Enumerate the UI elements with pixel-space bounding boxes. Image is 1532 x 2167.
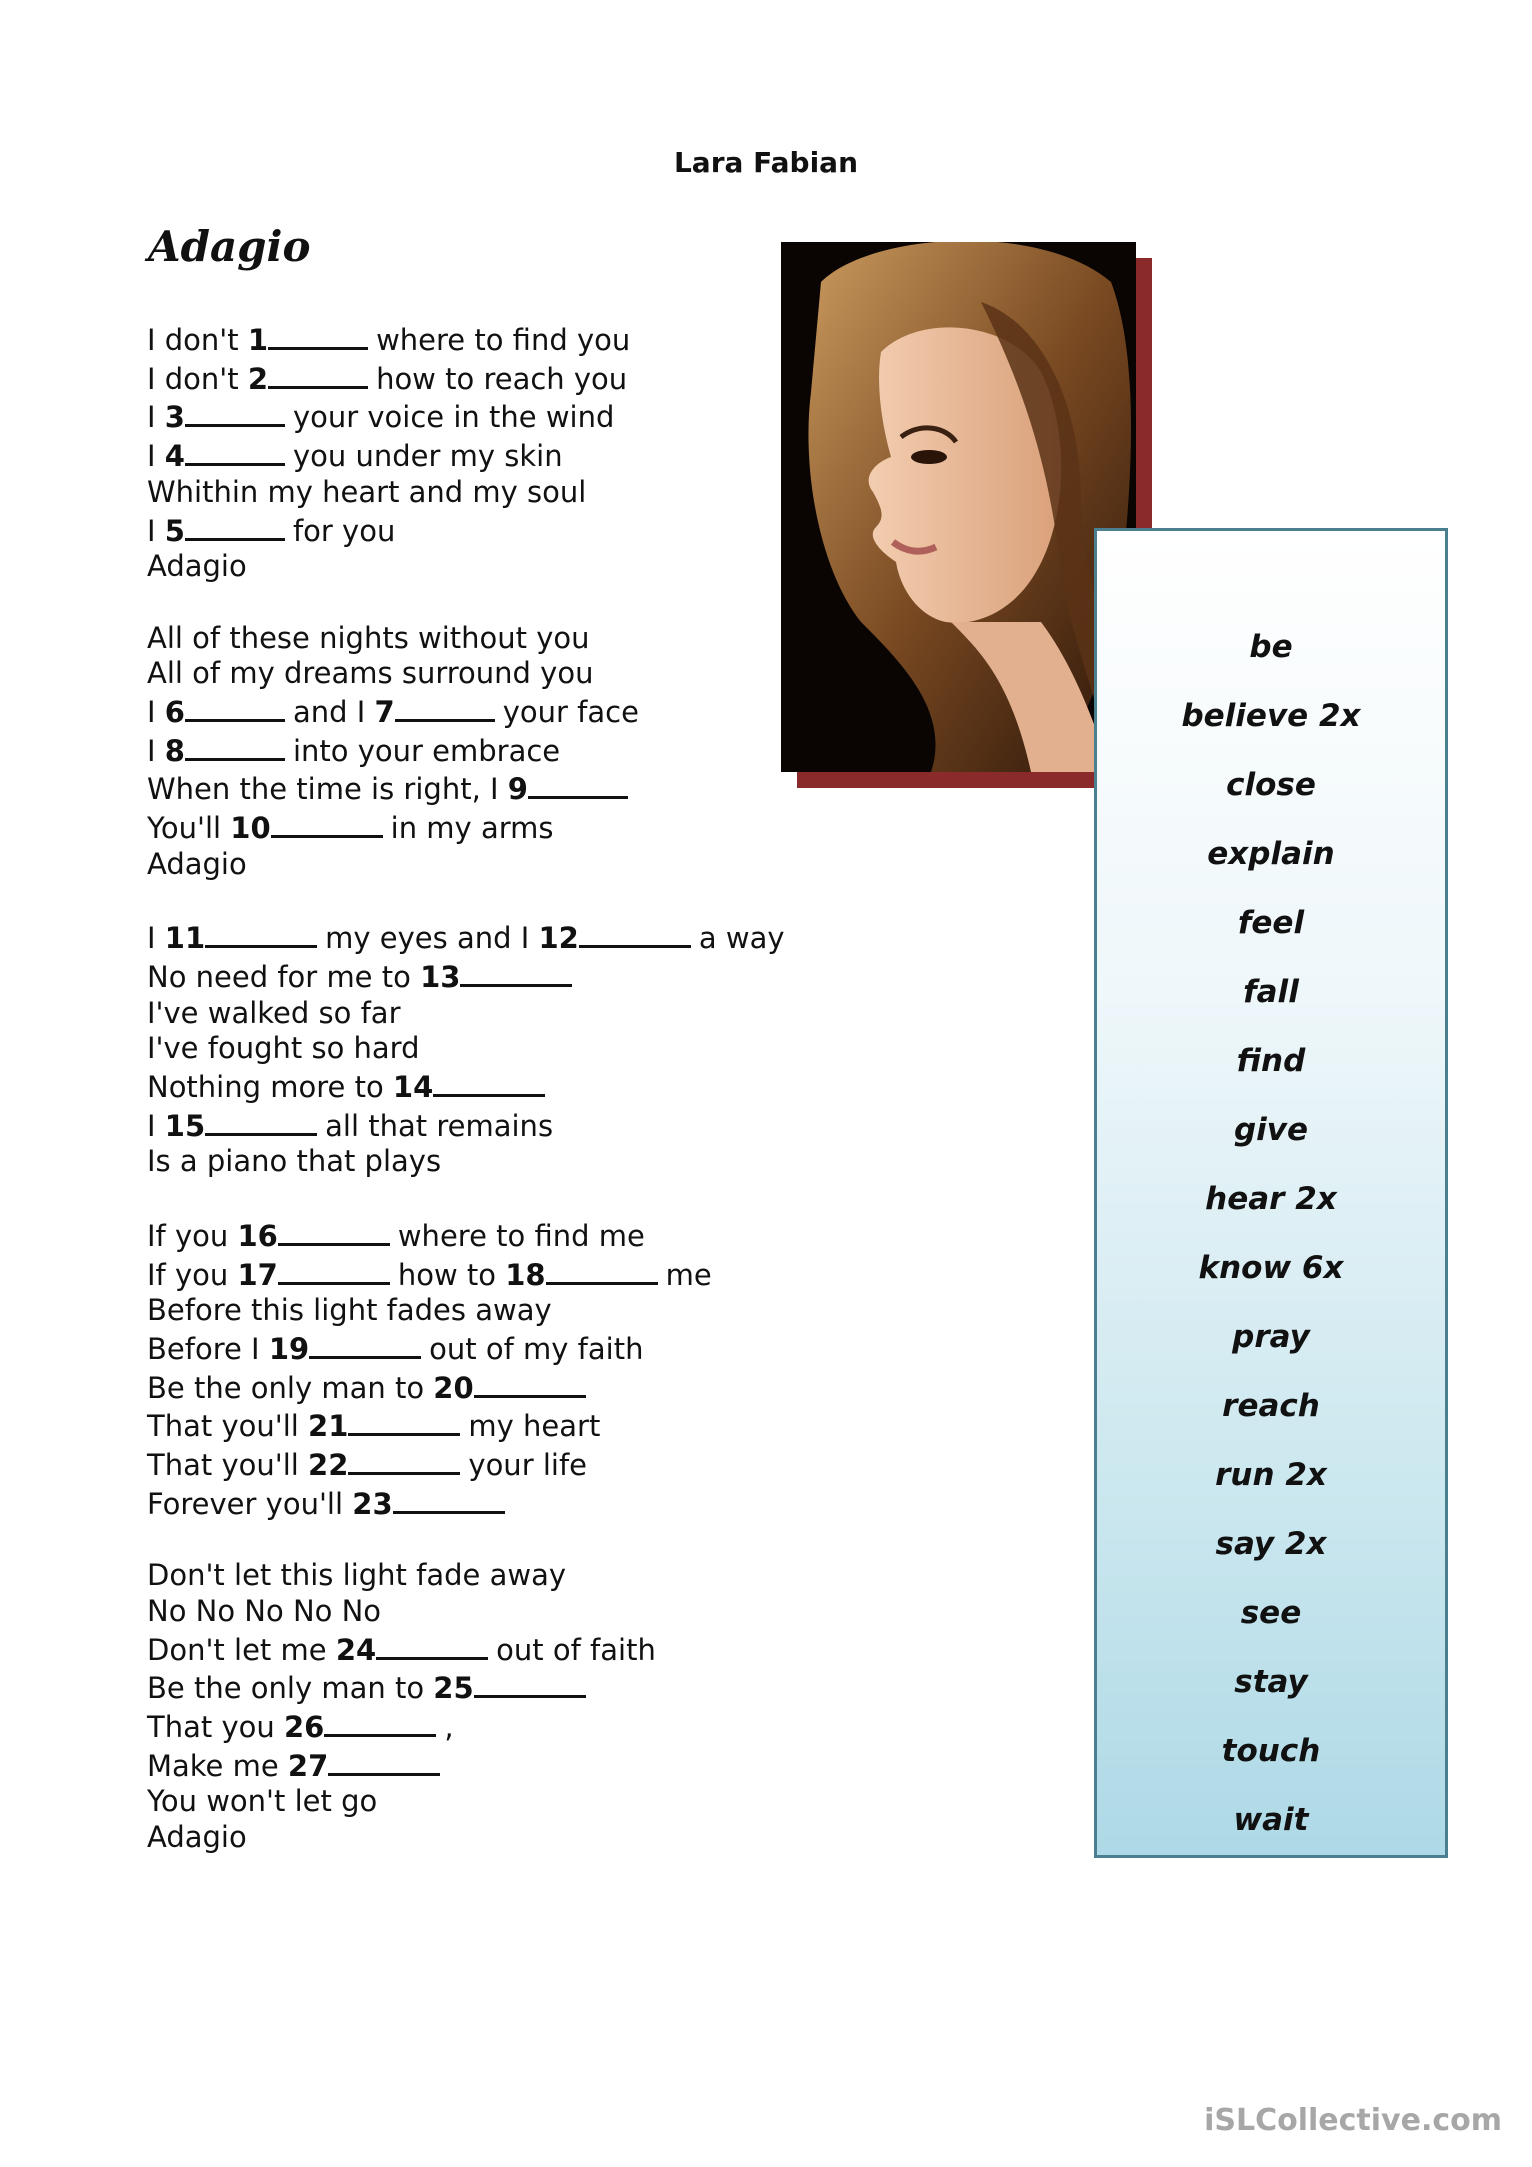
gap-number: 24: [335, 1632, 377, 1667]
lyric-text: You won't let go: [147, 1784, 378, 1819]
lyric-line: [147, 1406, 787, 1445]
lyric-line: [147, 1293, 787, 1329]
lyric-text: I: [147, 439, 165, 474]
lyric-line: [147, 320, 787, 359]
answer-blank[interactable]: [393, 1484, 505, 1514]
answer-blank[interactable]: [185, 397, 285, 427]
stanza: [147, 1558, 787, 1856]
lyric-line: [147, 1484, 787, 1523]
lyric-text: and I: [292, 695, 375, 730]
gap-number: 21: [308, 1409, 349, 1444]
answer-blank[interactable]: [474, 1368, 586, 1398]
lyric-text: You'll: [147, 811, 231, 846]
lyric-text: That you: [147, 1709, 284, 1744]
lyric-line: [147, 918, 787, 957]
word-bank-item: be: [1249, 629, 1293, 665]
gap-number: 26: [283, 1709, 325, 1744]
gap-number: 1: [247, 323, 269, 357]
lyric-text: you under my skin: [292, 439, 563, 474]
lyric-line: [147, 1031, 787, 1067]
word-bank-item: reach: [1222, 1388, 1320, 1424]
lyric-text: a way: [698, 921, 785, 956]
artist-photo: [781, 242, 1136, 772]
lyric-line: [147, 1707, 787, 1746]
song-title: Adagio: [148, 222, 311, 271]
gap-number: 9: [507, 772, 528, 807]
lyric-text: Whithin my heart and my soul: [147, 474, 587, 509]
watermark: iSLCollective.com: [1204, 2103, 1502, 2138]
word-bank-item: explain: [1207, 836, 1335, 872]
lyric-line: [147, 769, 787, 808]
answer-blank[interactable]: [474, 1668, 586, 1698]
gap-number: 10: [230, 811, 271, 846]
lyric-text: Make me: [147, 1748, 288, 1783]
lyric-text: That you'll: [147, 1448, 309, 1483]
gap-number: 7: [374, 695, 395, 730]
answer-blank[interactable]: [185, 511, 285, 541]
lyric-text: I: [147, 400, 165, 435]
lyric-text: your voice in the wind: [292, 400, 615, 435]
word-bank-item: stay: [1234, 1664, 1308, 1700]
lyric-line: [147, 1558, 787, 1594]
word-bank-item: touch: [1221, 1733, 1321, 1769]
word-bank-item: believe 2x: [1181, 698, 1361, 734]
lyric-text: I: [147, 513, 165, 548]
lyric-text: All of my dreams surround you: [147, 656, 594, 691]
lyric-text: I: [147, 1108, 165, 1143]
lyric-text: Don't let this light fade away: [147, 1558, 566, 1593]
answer-blank[interactable]: [376, 1630, 488, 1660]
lyric-text: Adagio: [147, 549, 247, 584]
lyric-text: how to: [397, 1257, 506, 1292]
gap-number: 17: [237, 1257, 278, 1292]
answer-blank[interactable]: [205, 1106, 317, 1136]
answer-blank[interactable]: [268, 320, 368, 350]
lyric-line: [147, 692, 787, 731]
lyric-text: I: [147, 733, 165, 768]
stanza: [147, 918, 787, 1180]
answer-blank[interactable]: [460, 957, 572, 987]
lyric-line: [147, 731, 787, 770]
lyric-text: where to find me: [397, 1218, 645, 1253]
lyric-line: [147, 1106, 787, 1145]
answer-blank[interactable]: [185, 731, 285, 761]
word-bank-item: feel: [1237, 905, 1305, 941]
lyric-text: out of faith: [496, 1632, 656, 1667]
lyric-line: [147, 1594, 787, 1630]
portrait-illustration: [781, 242, 1136, 772]
stanza: [147, 621, 787, 883]
word-bank-item: see: [1240, 1595, 1302, 1631]
lyric-line: [147, 1368, 787, 1407]
answer-blank[interactable]: [309, 1329, 421, 1359]
lyric-line: [147, 808, 787, 847]
answer-blank[interactable]: [433, 1067, 545, 1097]
gap-number: 11: [164, 921, 206, 956]
lyrics-section: [147, 320, 787, 1891]
answer-blank[interactable]: [185, 692, 285, 722]
lyric-text: Forever you'll: [147, 1486, 353, 1521]
answer-blank[interactable]: [185, 436, 285, 466]
lyric-text: your face: [502, 695, 639, 730]
lyric-text: No need for me to: [147, 959, 421, 994]
gap-number: 20: [433, 1370, 474, 1405]
stanza: [147, 320, 787, 585]
answer-blank[interactable]: [278, 1255, 390, 1285]
gap-number: 4: [164, 439, 185, 474]
lyric-text: my heart: [468, 1409, 601, 1444]
word-bank-item: pray: [1232, 1319, 1310, 1355]
gap-number: 18: [505, 1257, 546, 1292]
gap-number: 5: [164, 513, 185, 548]
lyric-text: Be the only man to: [147, 1370, 434, 1405]
lyric-text: Adagio: [147, 846, 247, 881]
answer-blank[interactable]: [278, 1216, 390, 1246]
gap-number: 22: [308, 1448, 349, 1483]
lyric-text: I: [147, 921, 165, 956]
lyric-text: I don't: [147, 361, 248, 396]
lyric-text: When the time is right, I: [147, 772, 508, 807]
word-bank: [1094, 528, 1448, 1858]
lyric-line: [147, 1820, 787, 1856]
gap-number: 3: [164, 400, 185, 435]
lyric-text: your life: [468, 1448, 587, 1483]
lyric-line: [147, 1445, 787, 1484]
lyric-line: [147, 397, 787, 436]
lyric-text: out of my faith: [429, 1331, 644, 1366]
lyric-line: [147, 621, 787, 657]
lyric-text: Don't let me: [147, 1632, 336, 1667]
lyric-text: I don't: [147, 323, 248, 357]
word-bank-item: give: [1233, 1112, 1309, 1148]
gap-number: 8: [164, 733, 185, 768]
lyric-line: [147, 1216, 787, 1255]
lyric-line: [147, 1144, 787, 1180]
lyric-text: Nothing more to: [147, 1070, 393, 1105]
lyric-line: [147, 1255, 787, 1294]
lyric-line: [147, 1668, 787, 1707]
word-bank-item: run 2x: [1215, 1457, 1327, 1493]
lyric-text: how to reach you: [376, 361, 628, 396]
answer-blank[interactable]: [348, 1406, 460, 1436]
lyric-text: into your embrace: [292, 733, 561, 768]
lyric-line: [147, 656, 787, 692]
lyric-text: No No No No No: [147, 1593, 382, 1628]
word-bank-item: know 6x: [1198, 1250, 1344, 1286]
lyric-line: [147, 549, 787, 585]
lyric-text: me: [665, 1257, 712, 1292]
lyric-line: [147, 1784, 787, 1820]
lyric-text: ,: [444, 1709, 454, 1744]
answer-blank[interactable]: [268, 359, 368, 389]
word-bank-item: find: [1236, 1043, 1306, 1079]
gap-number: 13: [420, 959, 461, 994]
word-bank-item: wait: [1233, 1802, 1309, 1838]
answer-blank[interactable]: [395, 692, 495, 722]
lyric-text: If you: [147, 1257, 238, 1292]
lyric-text: That you'll: [147, 1409, 309, 1444]
gap-number: 16: [237, 1218, 278, 1253]
lyric-line: [147, 847, 787, 883]
lyric-text: for you: [292, 513, 396, 548]
lyric-text: Before I: [147, 1331, 269, 1366]
lyric-text: Before this light fades away: [147, 1293, 552, 1328]
gap-number: 6: [164, 695, 185, 730]
lyric-text: All of these nights without you: [147, 620, 590, 655]
answer-blank[interactable]: [328, 1746, 440, 1776]
word-bank-item: fall: [1243, 974, 1299, 1010]
lyric-line: [147, 996, 787, 1032]
lyric-text: Is a piano that plays: [147, 1144, 442, 1179]
lyric-text: Be the only man to: [147, 1671, 434, 1706]
gap-number: 23: [352, 1486, 393, 1521]
stanza: [147, 1216, 787, 1523]
answer-blank[interactable]: [271, 808, 383, 838]
answer-blank[interactable]: [348, 1445, 460, 1475]
artist-heading: Lara Fabian: [673, 146, 859, 179]
answer-blank[interactable]: [546, 1255, 658, 1285]
lyric-text: where to find you: [376, 323, 631, 357]
lyric-text: my eyes and I: [325, 921, 539, 956]
lyric-line: [147, 1746, 787, 1785]
lyric-line: [147, 511, 787, 550]
gap-number: 14: [392, 1070, 434, 1105]
answer-blank[interactable]: [528, 769, 628, 799]
lyric-line: [147, 359, 787, 398]
answer-blank[interactable]: [324, 1707, 436, 1737]
gap-number: 15: [164, 1108, 206, 1143]
lyric-text: in my arms: [390, 811, 554, 846]
gap-number: 2: [247, 361, 269, 396]
lyric-line: [147, 1630, 787, 1669]
lyric-line: [147, 436, 787, 475]
lyric-text: I've fought so hard: [147, 1031, 420, 1066]
lyric-line: [147, 1329, 787, 1368]
word-bank-item: hear 2x: [1205, 1181, 1337, 1217]
gap-number: 19: [268, 1331, 310, 1366]
gap-number: 27: [287, 1748, 329, 1783]
gap-number: 12: [538, 921, 579, 956]
lyric-text: I: [147, 695, 165, 730]
word-bank-item: say 2x: [1215, 1526, 1327, 1562]
lyric-text: all that remains: [325, 1108, 554, 1143]
word-bank-item: close: [1226, 767, 1316, 803]
lyric-text: If you: [147, 1218, 238, 1253]
lyric-line: [147, 475, 787, 511]
lyric-line: [147, 1067, 787, 1106]
answer-blank[interactable]: [579, 918, 691, 948]
lyric-text: I've walked so far: [147, 995, 401, 1030]
answer-blank[interactable]: [205, 918, 317, 948]
gap-number: 25: [433, 1671, 474, 1706]
lyric-text: Adagio: [147, 1820, 247, 1855]
lyric-line: [147, 957, 787, 996]
